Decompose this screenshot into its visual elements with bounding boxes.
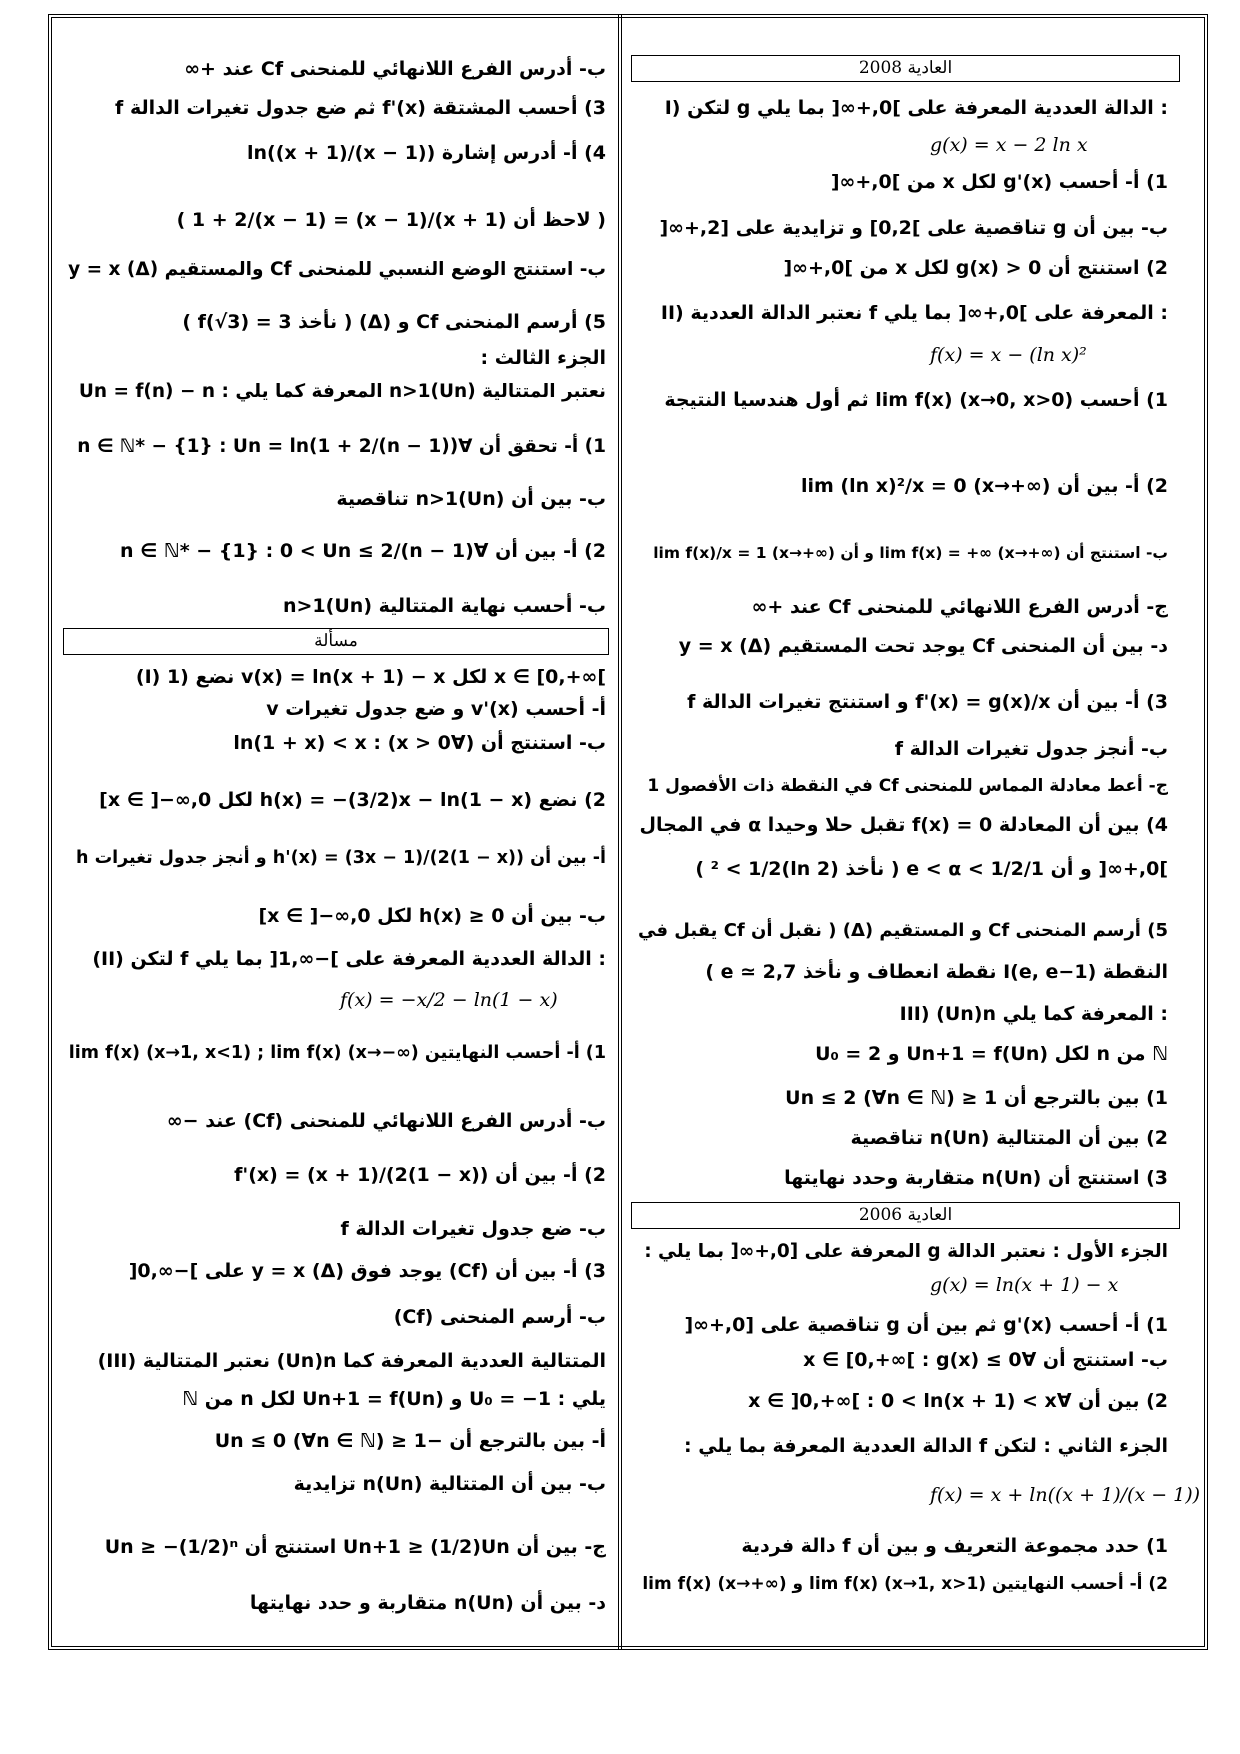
exercise-line: ب- استنتج أن (∀x > 0) : ln(1 + x) < x — [233, 732, 606, 754]
exercise-line: 1) بين بالترجع أن 1 ≤ Un ≤ 2 (∀n ∈ ℕ) — [785, 1087, 1168, 1109]
exercise-line: 1) حدد مجموعة التعريف و بين أن f دالة فردية — [741, 1535, 1168, 1557]
formula-line: g(x) = ln(x + 1) − x — [930, 1274, 1119, 1296]
exercise-line: ج- بين أن Un+1 ≥ (1/2)Un استنتج أن Un ≥ −(1/2)ⁿ — [104, 1536, 606, 1558]
exercise-line: ب- بين أن g تناقصية على ]0,2] و تزايدية على [2,+∞[ — [659, 217, 1168, 239]
exercise-line: ( لاحظ أن (x + 1)/(x − 1) = 1 + 2/(x − 1) ) — [176, 209, 606, 231]
column-divider — [618, 14, 622, 1650]
exercise-line: ب- بين أن (Un)n>1 تناقصية — [336, 488, 606, 510]
exercise-line: ب- بين أن h(x) ≥ 0 لكل x ∈ ]−∞,0] — [258, 905, 606, 927]
exercise-line: (III) نعتبر المتتالية (Un)n المتتالية العددية المعرفة كما — [97, 1350, 606, 1372]
exercise-line: ب- استنتج أن lim f(x) = +∞ (x→+∞) و أن lim f(x)/x = 1 (x→+∞) — [653, 544, 1168, 562]
exercise-line: أ- بين بالترجع أن −1 ≤ Un ≤ 0 (∀n ∈ ℕ) — [214, 1430, 606, 1452]
exercise-line: 2) نضع h(x) = −(3/2)x − ln(1 − x) لكل x ∈ ]−∞,0] — [99, 789, 606, 811]
formula-line: g(x) = x − 2 ln x — [930, 134, 1088, 156]
formula-line: f(x) = x + ln((x + 1)/(x − 1)) — [930, 1484, 1201, 1506]
exercise-line: 3) أ- بين أن (Cf) يوجد فوق (Δ) y = x على ]−∞,0[ — [128, 1260, 606, 1282]
exercise-line: 1) أحسب lim f(x) (x→0, x>0) ثم أول هندسيا النتيجة — [664, 389, 1168, 411]
formula-line: f(x) = x − (ln x)² — [930, 344, 1087, 366]
exercise-line: أ- بين أن h'(x) = (3x − 1)/(2(1 − x)) و أنجز جدول تغيرات h — [76, 848, 606, 868]
exercise-line: I) لتكن g الدالة العددية المعرفة على ]0,+∞[ بما يلي : — [664, 97, 1168, 119]
exercise-line: النقطة I(e, e−1) نقطة انعطاف و نأخذ e ≃ 2,7 ) — [705, 961, 1168, 983]
exercise-line: الجزء الأول : نعتبر الدالة g المعرفة على [0,+∞[ بما يلي : — [644, 1241, 1168, 1262]
exercise-line: يلي : U₀ = −1 و Un+1 = f(Un) لكل n من ℕ — [182, 1388, 606, 1410]
exercise-line: 4) بين أن المعادلة f(x) = 0 تقبل حلا وحيدا α في المجال — [639, 814, 1168, 836]
section-header-2006: العادية 2006 — [631, 1202, 1180, 1229]
exercise-line: 2) أ- بين أن lim (ln x)²/x = 0 (x→+∞) — [800, 475, 1168, 497]
exercise-line: ج- أعط معادلة المماس للمنحنى Cf في النقطة ذات الأفصول 1 — [647, 776, 1168, 796]
exercise-line: ]0,+∞[ و أن 1/e < α < 1/2 ( نأخذ (ln 2)² < 1/2 ) — [695, 858, 1168, 880]
exercise-line: الجزء الثالث : — [480, 347, 606, 369]
exercise-line: 3) أ- بين أن f'(x) = g(x)/x و استنتج تغيرات الدالة f — [687, 691, 1168, 713]
section-header-problem: مسألة — [63, 628, 609, 655]
exercise-line: ج- أدرس الفرع اللانهائي للمنحنى Cf عند +∞ — [751, 596, 1168, 618]
exercise-line: ب- ضع جدول تغيرات الدالة f — [340, 1218, 606, 1240]
exercise-line: (II) لتكن f الدالة العددية المعرفة على ]−∞,1[ بما يلي : — [92, 948, 606, 970]
exercise-line: نعتبر المتتالية (Un)n>1 المعرفة كما يلي : Un = f(n) − n — [78, 381, 606, 402]
exercise-line: ب- أنجز جدول تغيرات الدالة f — [894, 738, 1168, 760]
exercise-line: 2) بين أن ∀x ∈ ]0,+∞[ : 0 < ln(x + 1) < x — [748, 1390, 1168, 1412]
formula-line: f(x) = −x/2 − ln(1 − x) — [340, 989, 558, 1011]
exercise-line: 1) أ- تحقق أن ∀n ∈ ℕ* − {1} : Un = ln(1 + 2/(n − 1)) — [77, 436, 606, 457]
exercise-line: ب- أدرس الفرع اللانهائي للمنحنى Cf عند +∞ — [184, 58, 606, 80]
exercise-line: أ- أحسب v'(x) و ضع جدول تغيرات v — [266, 698, 606, 720]
exercise-line: ب- استنتج الوضع النسبي للمنحنى Cf والمستقيم (Δ) y = x — [68, 259, 606, 280]
exercise-line: 2) أ- بين أن f'(x) = (x + 1)/(2(1 − x)) — [234, 1164, 606, 1186]
exercise-line: الجزء الثاني : لتكن f الدالة العددية المعرفة بما يلي : — [684, 1435, 1168, 1457]
exercise-line: 1) أ- أحسب g'(x) ثم بين أن g تناقصية على [0,+∞[ — [684, 1314, 1168, 1336]
exercise-line: III) (Un)n المعرفة كما يلي : — [899, 1003, 1168, 1025]
exercise-line: 1) أ- أحسب النهايتين lim f(x) (x→1, x<1) ; lim f(x) (x→−∞) — [68, 1043, 606, 1063]
section-header-2008: العادية 2008 — [631, 55, 1180, 82]
exercise-line: 5) أرسم المنحنى Cf و (Δ) ( نأخذ f(√3) = 3 ) — [182, 311, 606, 333]
exercise-line: U₀ = 2 و Un+1 = f(Un) لكل n من ℕ — [815, 1043, 1168, 1065]
exercise-line: 2) بين أن المتتالية (Un)n تناقصية — [850, 1127, 1168, 1149]
exercise-line: ب- بين أن المتتالية (Un)n تزايدية — [293, 1473, 606, 1495]
exercise-line: ب- أدرس الفرع اللانهائي للمنحنى (Cf) عند −∞ — [166, 1110, 606, 1132]
exercise-line: 3) استنتج أن (Un)n متقاربة وحدد نهايتها — [784, 1167, 1168, 1189]
exercise-line: 2) أ- بين أن ∀n ∈ ℕ* − {1} : 0 < Un ≤ 2/(n − 1) — [120, 540, 606, 562]
exercise-line: 4) أ- أدرس إشارة ln((x + 1)/(x − 1)) — [246, 142, 606, 164]
exercise-line: ب- أرسم المنحنى (Cf) — [393, 1306, 606, 1328]
exercise-line: 5) أرسم المنحنى Cf و المستقيم (Δ) ( نقبل أن Cf يقبل في — [638, 920, 1168, 941]
exercise-line: 3) أحسب المشتقة f'(x) ثم ضع جدول تغيرات الدالة f — [115, 97, 606, 119]
exercise-line: II) نعتبر الدالة العددية f المعرفة على ]0,+∞[ بما يلي : — [660, 302, 1168, 324]
exercise-line: 2) أ- أحسب النهايتين lim f(x) (x→1, x>1) و lim f(x) (x→+∞) — [642, 1574, 1168, 1594]
exercise-line: 2) استنتج أن g(x) > 0 لكل x من ]0,+∞[ — [783, 257, 1168, 279]
exercise-line: (I) 1) نضع v(x) = ln(x + 1) − x لكل x ∈ [0,+∞[ — [135, 666, 606, 688]
exercise-line: د- بين أن المنحنى Cf يوجد تحت المستقيم (Δ) y = x — [678, 635, 1168, 657]
exercise-line: د- بين أن (Un)n متقاربة و حدد نهايتها — [249, 1592, 606, 1614]
exercise-line: ب- أحسب نهاية المتتالية (Un)n>1 — [282, 595, 606, 617]
exercise-line: 1) أ- أحسب g'(x) لكل x من ]0,+∞[ — [830, 171, 1168, 193]
exercise-line: ب- استنتج أن ∀x ∈ [0,+∞[ : g(x) ≤ 0 — [803, 1349, 1168, 1371]
